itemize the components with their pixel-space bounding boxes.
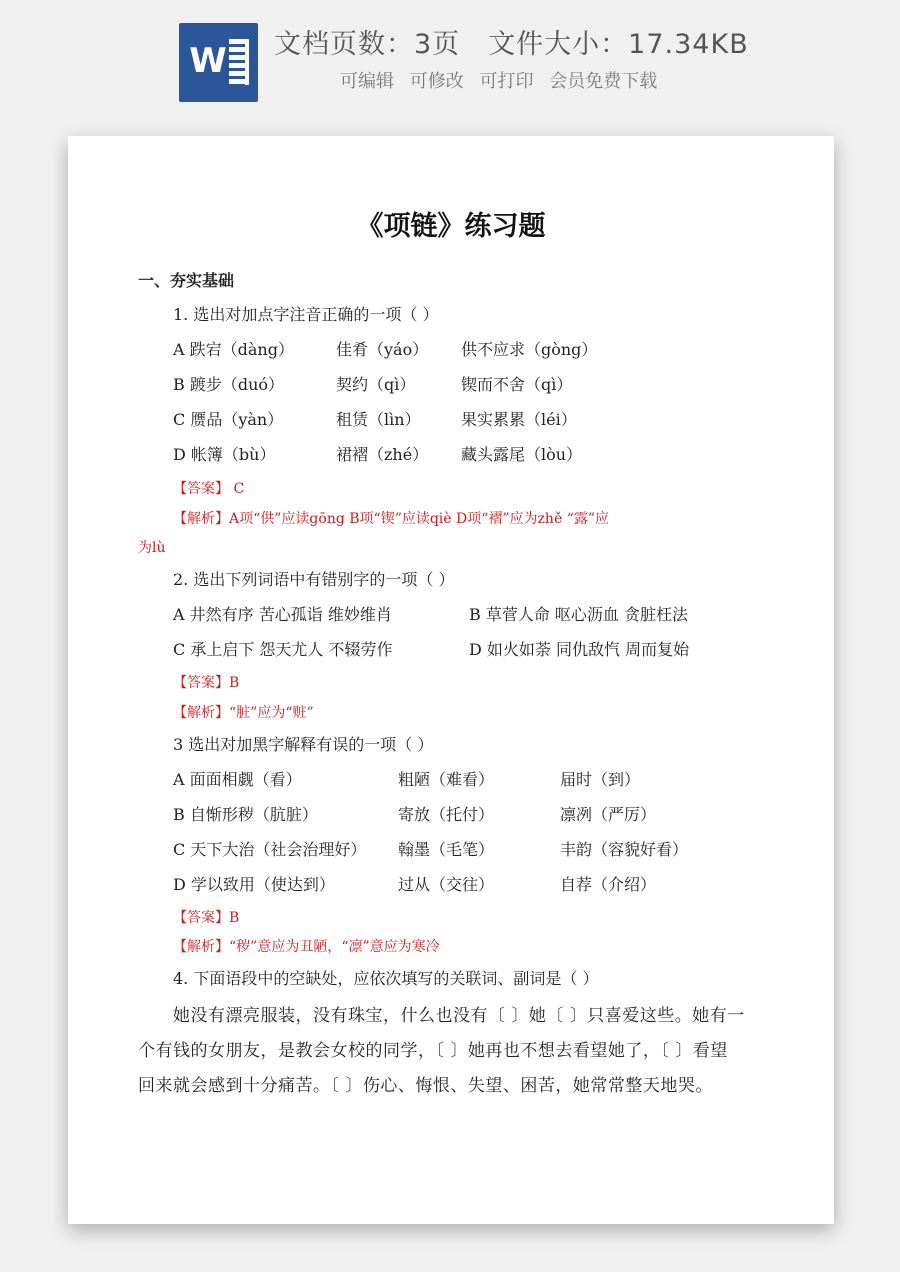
tag-editable: 可编辑: [340, 71, 394, 92]
option-text: A 面面相觑（看）: [173, 770, 302, 789]
option-text: 丰韵（容貌好看）: [560, 840, 689, 859]
option-text: B 自惭形秽（肮脏）: [173, 805, 318, 824]
option-text: 裙褶（zhé）: [336, 445, 429, 464]
page-count: 文档页数：3页: [274, 29, 461, 60]
option-text: 契约（qì）: [336, 375, 416, 394]
option-text: C 承上启下 怨天尤人 不辍劳作: [173, 640, 393, 659]
q3-analysis: 【解析】“秽”意应为丑陋，“凛”意应为寒冷: [173, 939, 440, 955]
q4-passage-line-3: 回来就会感到十分痛苦。〔 〕伤心、悔恨、失望、困苦，她常常整天地哭。: [138, 1076, 713, 1096]
q4-passage-line-1: 她没有漂亮服装，没有珠宝，什么也没有〔 〕她〔 〕只喜爱这些。她有一: [173, 1006, 745, 1026]
option-text: A 跌宕（dàng）: [173, 340, 294, 359]
option-text: 佳肴（yáo）: [336, 340, 429, 359]
option-text: 锲而不舍（qì）: [461, 375, 573, 394]
q3-answer: 【答案】B: [173, 910, 240, 926]
option-text: D 学以致用（使达到）: [173, 875, 335, 894]
question-2-stem: 2. 选出下列词语中有错别字的一项（ ）: [173, 570, 455, 589]
question-1-stem: 1. 选出对加点字注音正确的一项（ ）: [173, 305, 439, 324]
option-text: 藏头露尾（lòu）: [461, 445, 583, 464]
q2-answer: 【答案】B: [173, 675, 240, 691]
option-text: B 踱步（duó）: [173, 375, 285, 394]
option-text: 翰墨（毛笔）: [398, 840, 495, 859]
document-stats: [274, 22, 749, 61]
option-text: 粗陋（难看）: [398, 770, 495, 789]
option-text: 供不应求（gòng）: [461, 340, 598, 359]
option-text: 果实累累（léi）: [461, 410, 577, 429]
tag-printable: 可打印: [479, 71, 534, 92]
q1-analysis: 【解析】A项“供”应读gōng B项“锲”应读qiè D项“褶”应为zhě “露”应: [173, 511, 610, 527]
word-document-icon: [179, 23, 258, 102]
question-4-stem: 4. 下面语段中的空缺处，应依次填写的关联词、副词是（ ）: [173, 969, 599, 988]
option-text: B 草菅人命 呕心沥血 贪脏枉法: [469, 605, 689, 624]
word-icon-letter: W: [187, 35, 229, 87]
document-title: 《项链》练习题: [356, 211, 546, 242]
option-text: 自荐（介绍）: [560, 875, 657, 894]
option-text: 届时（到）: [560, 770, 641, 789]
option-text: 过从（交往）: [398, 875, 495, 894]
file-size: 文件大小：17.34KB: [488, 29, 749, 60]
option-text: 租赁（lìn）: [336, 410, 421, 429]
q1-answer: 【答案】 C: [173, 481, 245, 497]
tag-modifiable: 可修改: [409, 71, 464, 92]
q1-analysis-cont: 为lù: [138, 540, 166, 556]
tag-member-download: 会员免费下载: [549, 71, 658, 92]
q2-analysis: 【解析】“脏”应为“赃”: [173, 705, 314, 721]
option-text: 凛冽（严厉）: [560, 805, 657, 824]
q4-passage-line-2: 个有钱的女朋友，是教会女校的同学，〔 〕她再也不想去看望她了，〔 〕看望: [138, 1041, 728, 1061]
document-tags: [340, 67, 657, 93]
document-page: [68, 136, 834, 1224]
section-heading: 一、夯实基础: [138, 271, 235, 290]
document-info-banner: [0, 0, 900, 130]
option-text: C 赝品（yàn）: [173, 410, 284, 429]
option-text: D 帐簿（bù）: [173, 445, 276, 464]
option-text: 寄放（托付）: [398, 805, 495, 824]
option-text: A 井然有序 苦心孤诣 维妙维肖: [173, 605, 392, 624]
option-text: C 天下大治（社会治理好）: [173, 840, 367, 859]
question-3-stem: 3 选出对加黑字解释有误的一项（ ）: [173, 735, 434, 754]
option-text: D 如火如荼 同仇敌忾 周而复始: [469, 640, 690, 659]
